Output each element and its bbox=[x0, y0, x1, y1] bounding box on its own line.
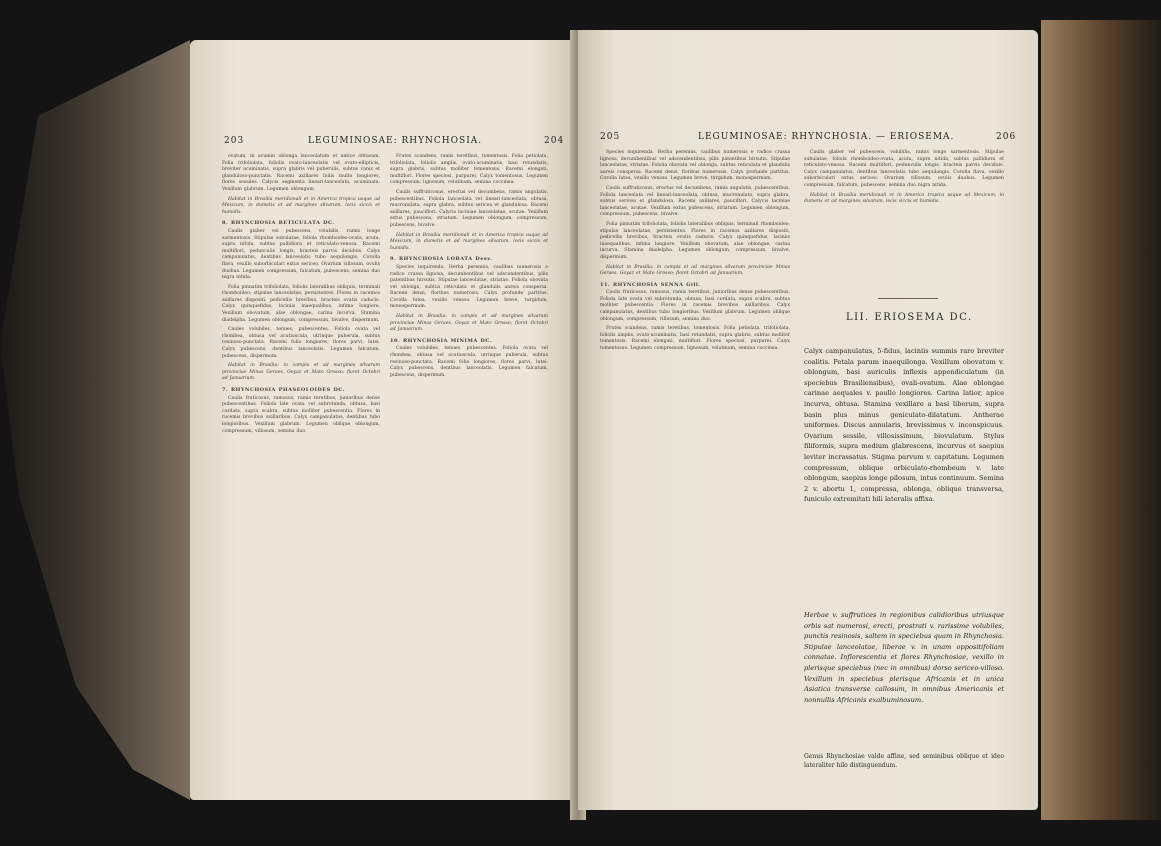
left-page-column-1 bbox=[222, 154, 380, 438]
paragraph: Habitat in Brasilia meridionali et in America tropica usque ad Mexicum, in dumetis et ad margines silvarum, locis siccis et humidis. bbox=[390, 232, 548, 251]
running-head-left: LEGUMINOSAE: RHYNCHOSIA. bbox=[308, 136, 483, 146]
paragraph: Caulis fruticosus, ramosus, ramis teretibus, junioribus dense pubescentibus. Foliola late ovata vel subrotunda, obtusa, basi cordata, supra scabra, subtus molliter pubescentia. Flores in racemis brevibus axillaribus. Calyx campanulatus, dentibus tubo longioribus. Vexillum glabrum. Legumen oblique oblongum, compressum, villosum, semina duo. bbox=[222, 395, 380, 434]
left-page-column-2 bbox=[390, 154, 548, 382]
species-heading: 10. RHYNCHOSIA MINIMA DC. bbox=[390, 337, 492, 344]
right-page-column-2-top bbox=[804, 150, 1004, 209]
paragraph: Caulis suffruticosus, erectus vel decumbens, ramis angulatis, pubescentibus. Foliola lanceolata vel lineari-lanceolata, obtusa, mucronulata, supra glabra, subtus sericea et glandulosa. Racemi axillares, pauciflori. Calycis laciniae lanceolatae, acutae. Vexillum extus pubescens, striatum. Legumen oblongum, compressum, pubescens, bivalve. bbox=[600, 185, 790, 218]
genus-habit: Herbae v. suffrutices in regionibus calidioribus utriusque orbis sat numerosi, erecti, prostrati v. rarissime volubiles, punctis resinosis, saltem in speciebus quam in Rhynchosia. Stipulae lanceolatae, liberae v. in unam oppositifoliam connatae. Inflorescentia et flores Rhynchosiae, vexillo in plerisque speciebus (nec in omnibus) dorso sericeo-villoso. Vexillum in speciebus plerisque Africanis et in unica Asiatica transverse callosum, in omnibus Americanis et nonnullis Africanis exalbuminosum. bbox=[804, 611, 1004, 704]
genus-note: Genus Rhynchosiae valde affine, sed seminibus oblique et ideo lateraliter hilo distinguendum. bbox=[804, 753, 1004, 769]
paragraph: Habitat in Brasilia: in campis et ad margines silvarum provinciae Minas Geraes, Goyaz et Mato Grosso; floret Octobri ad Januarium. bbox=[390, 314, 548, 333]
paragraph: Caulis glaber vel pubescens, volubilis, ramis longe sarmentosis. Stipulae subulatae, foliola rhomboideo-ovata, acuta, supra nitida, subtus pallidiora et reticulato-venosa. Racemi multiflori, pedunculis longis, bracteis parvis deciduis. Calyx campanulatus, dentibus lanceolatis tubo aequilongis. Corolla flava, vexillo suborbiculari extus sericeo. Ovarium villosum, ovulis duobus. Legumen compressum, falcatum, pubescens, semina duo nigra nitida. bbox=[804, 150, 1004, 188]
paragraph: Caulis suffruticosus, erectus vel decumbens, ramis angulatis, pubescentibus. Foliola lanceolata vel lineari-lanceolata, obtusa, mucronulata, supra glabra, subtus sericea et glandulosa. Racemi axillares, pauciflori. Calycis laciniae lanceolatae, acutae. Vexillum extus pubescens, striatum. Legumen oblongum, compressum, pubescens, bivalve. bbox=[390, 189, 548, 228]
species-heading: 11. RHYNCHOSIA SENNA Gill. bbox=[600, 281, 701, 288]
paragraph: Frutex scandens, ramis teretibus, tomentosis. Folia petiolata, trifoliolata, foliolis amplis, ovato-acuminatis, basi rotundatis, supra glabris, subtus molliter tomentosis. Racemi elongati, multiflori. Flores speciosi, purpurei. Calyx tomentosus. Legumen compressum, lignosum, velutinum, semina coccinea. bbox=[390, 154, 548, 186]
right-page bbox=[578, 30, 1038, 810]
paragraph: Caulis fruticosus, ramosus, ramis teretibus, junioribus dense pubescentibus. Foliola late ovata vel subrotunda, obtusa, basi cordata, supra scabra, subtus molliter pubescentia. Flores in racemis brevibus axillaribus. Calyx campanulatus, dentibus tubo longioribus. Vexillum glabrum. Legumen oblique oblongum, compressum, villosum, semina duo. bbox=[600, 290, 790, 322]
paragraph: Caulis glaber vel pubescens, volubilis, ramis longe sarmentosis. Stipulae subulatae, foliola rhomboideo-ovata, acuta, supra nitida, subtus pallidiora et reticulato-venosa. Racemi multiflori, pedunculis longis, bracteis parvis deciduis. Calyx campanulatus, dentibus lanceolatis tubo aequilongis. Corolla flava, vexillo suborbiculari extus sericeo. Ovarium villosum, ovulis duobus. Legumen compressum, falcatum, pubescens, semina duo nigra nitida. bbox=[222, 228, 380, 281]
page-number-204: 204 bbox=[544, 136, 565, 146]
paragraph: Caules volubiles, tenues, pubescentes. Foliola ovata vel rhombea, obtusa vel acutiuscula, utrinque puberula, subtus resinoso-punctata. Racemi folio longiores, flores parvi, lutei. Calyx pubescens, dentibus lanceolatis. Legumen falcatum, pubescens, dispermum. bbox=[390, 346, 548, 378]
paragraph: Habitat in Brasilia: in campis et ad margines silvarum provinciae Minas Geraes, Goyaz et Mato Grosso; floret Octobri ad Januarium. bbox=[600, 264, 790, 277]
paragraph: Folia pinnatim trifoliolata, foliolis lateralibus obliquis, terminali rhomboideo; stipulae lanceolatae, persistentes. Flores in racemos axillares dispositi, pedicellis brevibus, bracteis ovatis caducis. Calyx quinquefidus, laciniis inaequalibus, infima longiore. Vexillum obovatum, alae oblongae, carina incurva. Stamina diadelpha. Legumen oblongum, compressum, bivalve, dispermum. bbox=[600, 221, 790, 260]
page-number-205: 205 bbox=[600, 132, 621, 142]
paragraph: Habitat in Brasilia meridionali et in America tropica usque ad Mexicum, in dumetis et ad margines silvarum, locis siccis et humidis. bbox=[804, 192, 1004, 205]
paragraph: Habitat in Brasilia meridionali et in America tropica usque ad Mexicum, in dumetis et ad margines silvarum, locis siccis et humidis. bbox=[222, 196, 380, 215]
paragraph: Species inquirenda. Herba perennis, caulibus numerosis e radice crassa lignosa, decumbentibus vel adscendentibus, pilis patentibus hirsutis. Stipulae lanceolatae, striatae. Foliola obovata vel oblonga, subtus reticulata et glandulis aureis conspersa. Racemi densi, floribus numerosis. Calyx profunde partitus. Corolla lutea, vexillo venoso. Legumen breve, turgidum, monospermum. bbox=[600, 150, 790, 182]
right-page-column-1 bbox=[600, 150, 790, 356]
paragraph: Habitat in Brasilia: in campis et ad margines silvarum provinciae Minas Geraes, Goyaz et Mato Grosso; floret Octobri ad Januarium. bbox=[222, 363, 380, 382]
book-page-stack-left bbox=[0, 40, 190, 800]
paragraph: Frutex scandens, ramis teretibus, tomentosis. Folia petiolata, trifoliolata, foliolis amplis, ovato-acuminatis, basi rotundatis, supra glabris, subtus molliter tomentosis. Racemi elongati, multiflori. Flores speciosi, purpurei. Calyx tomentosus. Legumen compressum, lignosum, velutinum, semina coccinea. bbox=[600, 326, 790, 352]
species-heading: 8. RHYNCHOSIA RETICULATA DC. bbox=[222, 220, 335, 227]
genus-heading: LII. ERIOSEMA DC. bbox=[846, 312, 973, 323]
paragraph: Species inquirenda. Herba perennis, caulibus numerosis e radice crassa lignosa, decumbentibus vel adscendentibus, pilis patentibus hirsutis. Stipulae lanceolatae, striatae. Foliola obovata vel oblonga, subtus reticulata et glandulis aureis conspersa. Racemi densi, floribus numerosis. Calyx profunde partitus. Corolla lutea, vexillo venoso. Legumen breve, turgidum, monospermum. bbox=[390, 264, 548, 310]
page-number-203: 203 bbox=[224, 136, 245, 146]
species-heading: 9. RHYNCHOSIA LOBATA Desv. bbox=[390, 256, 493, 263]
paragraph: Folia pinnatim trifoliolata, foliolis lateralibus obliquis, terminali rhomboideo; stipulae lanceolatae, persistentes. Flores in racemos axillares dispositi, pedicellis brevibus, bracteis ovatis caducis. Calyx quinquefidus, laciniis inaequalibus, infima longiore. Vexillum obovatum, alae oblongae, carina incurva. Stamina diadelpha. Legumen oblongum, compressum, bivalve, dispermum. bbox=[222, 284, 380, 323]
genus-description: Calyx campanulatus, 5-fidus, laciniis summis raro breviter coalitis. Petala parum inaequilonga. Vexillum obovatum v. oblongum, basi auriculis inflexis appendiculatum (in speciebus Brasiliensibus), ovali-ovatum. Alae oblongae carinae aequales v. paullo longiores. Carina latior, apice incurva, obtusa. Stamina vexillare a basi liberum, supra basin plus minus geniculato-dilatatum. Antherae uniformes. Discus annularis, brevissimus v. inconspicuus. Ovarium sessile, villosissimum, biovulatum. Stylus filiformis, supra medium glabrescens, incurvus et saepius leviter incrassatus. Stigma parvum v. capitatum. Legumen compressum, oblique orbiculato-rhombeum v. late oblongum, saepius longe pilosum, intus continuum. Semina 2 v. abortu 1, compressa, oblonga, oblique transversa, funiculo extremitati hili lateralis affixa. bbox=[804, 347, 1004, 504]
section-divider bbox=[878, 298, 938, 299]
left-page bbox=[190, 40, 578, 800]
species-heading: 7. RHYNCHOSIA PHASEOLOIDES DC. bbox=[222, 387, 345, 393]
running-head-right: LEGUMINOSAE: RHYNCHOSIA. — ERIOSEMA. bbox=[698, 132, 955, 142]
paragraph: Caules volubiles, tenues, pubescentes. Foliola ovata vel rhombea, obtusa vel acutiuscula, utrinque puberula, subtus resinoso-punctata. Racemi folio longiores, flores parvi, lutei. Calyx pubescens, dentibus lanceolatis. Legumen falcatum, pubescens, dispermum. bbox=[222, 327, 380, 359]
page-number-206: 206 bbox=[996, 132, 1017, 142]
paragraph: ovatum, in acumin oblonga lanceolatum et antice obtusum. Folia trifoliolata, foliolis ovato-lanceolatis vel ovato-ellipticis, breviter acuminatis, supra glabris vel puberulis, subtus canis et glanduloso-punctatis. Racemi axillares foliis multo longiores, flores sessiles. Calycis segmenta lineari-lanceolata, acuminata. Vexillum glabrum. Legumen oblongum. bbox=[222, 154, 380, 192]
book-page-stack-right bbox=[1041, 20, 1161, 820]
